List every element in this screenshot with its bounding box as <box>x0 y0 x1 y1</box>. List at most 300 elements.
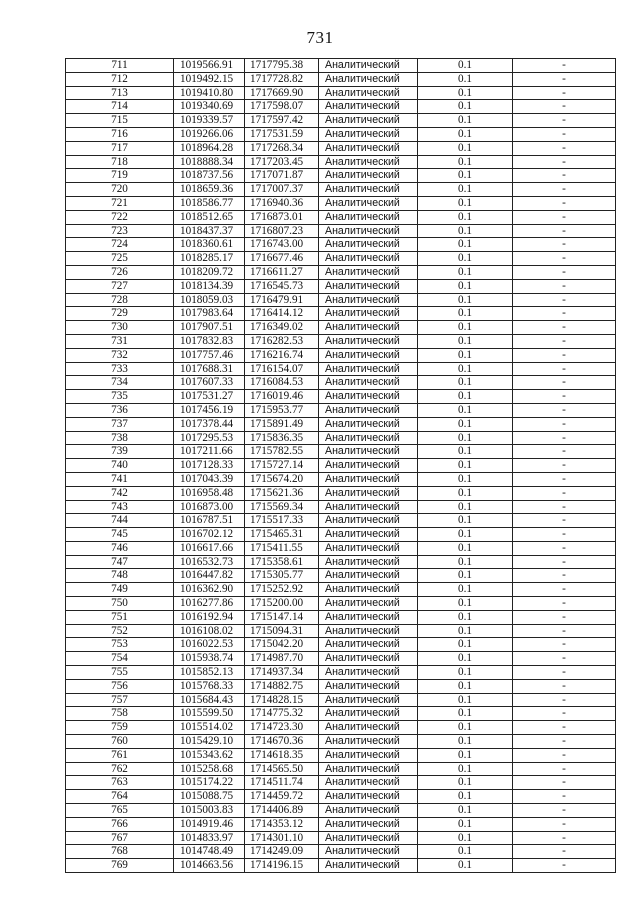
note-cell: - <box>513 127 616 141</box>
method-cell: Аналитический <box>319 72 418 86</box>
point-number-cell: 720 <box>66 183 174 197</box>
note-cell: - <box>513 679 616 693</box>
x-coordinate-cell: 1016702.12 <box>174 528 245 542</box>
method-cell: Аналитический <box>319 528 418 542</box>
x-coordinate-cell: 1015174.22 <box>174 776 245 790</box>
y-coordinate-cell: 1715953.77 <box>245 403 319 417</box>
table-row <box>66 514 616 528</box>
error-cell: 0.1 <box>418 693 513 707</box>
point-number-cell: 742 <box>66 486 174 500</box>
point-number-cell: 726 <box>66 265 174 279</box>
x-coordinate-cell: 1016873.00 <box>174 500 245 514</box>
x-coordinate-cell: 1018209.72 <box>174 265 245 279</box>
x-coordinate-cell: 1016447.82 <box>174 569 245 583</box>
error-cell: 0.1 <box>418 845 513 859</box>
point-number-cell: 724 <box>66 238 174 252</box>
method-cell: Аналитический <box>319 293 418 307</box>
method-cell: Аналитический <box>319 652 418 666</box>
note-cell: - <box>513 583 616 597</box>
method-cell: Аналитический <box>319 500 418 514</box>
point-number-cell: 763 <box>66 776 174 790</box>
table-row <box>66 707 616 721</box>
point-number-cell: 735 <box>66 390 174 404</box>
error-cell: 0.1 <box>418 238 513 252</box>
table-row <box>66 390 616 404</box>
x-coordinate-cell: 1018512.65 <box>174 210 245 224</box>
x-coordinate-cell: 1015768.33 <box>174 679 245 693</box>
note-cell: - <box>513 252 616 266</box>
y-coordinate-cell: 1714249.09 <box>245 845 319 859</box>
error-cell: 0.1 <box>418 293 513 307</box>
x-coordinate-cell: 1019266.06 <box>174 127 245 141</box>
y-coordinate-cell: 1714937.34 <box>245 666 319 680</box>
table-row <box>66 804 616 818</box>
note-cell: - <box>513 183 616 197</box>
table-row <box>66 610 616 624</box>
error-cell: 0.1 <box>418 224 513 238</box>
method-cell: Аналитический <box>319 252 418 266</box>
point-number-cell: 752 <box>66 624 174 638</box>
table-row <box>66 403 616 417</box>
x-coordinate-cell: 1015343.62 <box>174 748 245 762</box>
x-coordinate-cell: 1017607.33 <box>174 376 245 390</box>
note-cell: - <box>513 638 616 652</box>
error-cell: 0.1 <box>418 210 513 224</box>
method-cell: Аналитический <box>319 748 418 762</box>
y-coordinate-cell: 1717268.34 <box>245 141 319 155</box>
y-coordinate-cell: 1715042.20 <box>245 638 319 652</box>
method-cell: Аналитический <box>319 307 418 321</box>
y-coordinate-cell: 1717669.90 <box>245 86 319 100</box>
method-cell: Аналитический <box>319 610 418 624</box>
y-coordinate-cell: 1715252.92 <box>245 583 319 597</box>
point-number-cell: 748 <box>66 569 174 583</box>
point-number-cell: 725 <box>66 252 174 266</box>
error-cell: 0.1 <box>418 707 513 721</box>
error-cell: 0.1 <box>418 431 513 445</box>
note-cell: - <box>513 196 616 210</box>
method-cell: Аналитический <box>319 59 418 73</box>
y-coordinate-cell: 1715621.36 <box>245 486 319 500</box>
note-cell: - <box>513 279 616 293</box>
point-number-cell: 756 <box>66 679 174 693</box>
error-cell: 0.1 <box>418 817 513 831</box>
x-coordinate-cell: 1016277.86 <box>174 597 245 611</box>
y-coordinate-cell: 1716154.07 <box>245 362 319 376</box>
method-cell: Аналитический <box>319 555 418 569</box>
y-coordinate-cell: 1717071.87 <box>245 169 319 183</box>
x-coordinate-cell: 1017907.51 <box>174 321 245 335</box>
note-cell: - <box>513 528 616 542</box>
point-number-cell: 713 <box>66 86 174 100</box>
table-row <box>66 666 616 680</box>
note-cell: - <box>513 804 616 818</box>
note-cell: - <box>513 652 616 666</box>
method-cell: Аналитический <box>319 762 418 776</box>
point-number-cell: 715 <box>66 114 174 128</box>
y-coordinate-cell: 1714723.30 <box>245 721 319 735</box>
method-cell: Аналитический <box>319 417 418 431</box>
table-row <box>66 638 616 652</box>
table-row <box>66 528 616 542</box>
note-cell: - <box>513 238 616 252</box>
error-cell: 0.1 <box>418 59 513 73</box>
y-coordinate-cell: 1715147.14 <box>245 610 319 624</box>
point-number-cell: 739 <box>66 445 174 459</box>
table-row <box>66 141 616 155</box>
x-coordinate-cell: 1014748.49 <box>174 845 245 859</box>
table-row <box>66 776 616 790</box>
y-coordinate-cell: 1715094.31 <box>245 624 319 638</box>
method-cell: Аналитический <box>319 859 418 873</box>
note-cell: - <box>513 390 616 404</box>
note-cell: - <box>513 831 616 845</box>
table-row <box>66 831 616 845</box>
x-coordinate-cell: 1019566.91 <box>174 59 245 73</box>
method-cell: Аналитический <box>319 334 418 348</box>
error-cell: 0.1 <box>418 307 513 321</box>
method-cell: Аналитический <box>319 445 418 459</box>
table-row <box>66 210 616 224</box>
error-cell: 0.1 <box>418 376 513 390</box>
method-cell: Аналитический <box>319 238 418 252</box>
point-number-cell: 750 <box>66 597 174 611</box>
error-cell: 0.1 <box>418 859 513 873</box>
y-coordinate-cell: 1715200.00 <box>245 597 319 611</box>
table-row <box>66 817 616 831</box>
method-cell: Аналитический <box>319 348 418 362</box>
table-row <box>66 790 616 804</box>
table-row <box>66 472 616 486</box>
error-cell: 0.1 <box>418 679 513 693</box>
error-cell: 0.1 <box>418 610 513 624</box>
note-cell: - <box>513 555 616 569</box>
y-coordinate-cell: 1714775.32 <box>245 707 319 721</box>
y-coordinate-cell: 1715411.55 <box>245 541 319 555</box>
y-coordinate-cell: 1714196.15 <box>245 859 319 873</box>
point-number-cell: 747 <box>66 555 174 569</box>
method-cell: Аналитический <box>319 155 418 169</box>
x-coordinate-cell: 1016362.90 <box>174 583 245 597</box>
x-coordinate-cell: 1018059.03 <box>174 293 245 307</box>
error-cell: 0.1 <box>418 155 513 169</box>
table-row <box>66 321 616 335</box>
table-row <box>66 169 616 183</box>
point-number-cell: 758 <box>66 707 174 721</box>
method-cell: Аналитический <box>319 790 418 804</box>
method-cell: Аналитический <box>319 265 418 279</box>
coordinates-table <box>65 58 616 873</box>
error-cell: 0.1 <box>418 417 513 431</box>
y-coordinate-cell: 1714987.70 <box>245 652 319 666</box>
x-coordinate-cell: 1018964.28 <box>174 141 245 155</box>
error-cell: 0.1 <box>418 334 513 348</box>
table-body <box>66 59 616 873</box>
error-cell: 0.1 <box>418 445 513 459</box>
table-row <box>66 252 616 266</box>
table-row <box>66 238 616 252</box>
error-cell: 0.1 <box>418 776 513 790</box>
point-number-cell: 736 <box>66 403 174 417</box>
point-number-cell: 766 <box>66 817 174 831</box>
y-coordinate-cell: 1717203.45 <box>245 155 319 169</box>
table-row <box>66 293 616 307</box>
point-number-cell: 741 <box>66 472 174 486</box>
table-row <box>66 155 616 169</box>
x-coordinate-cell: 1017688.31 <box>174 362 245 376</box>
point-number-cell: 719 <box>66 169 174 183</box>
method-cell: Аналитический <box>319 183 418 197</box>
note-cell: - <box>513 59 616 73</box>
note-cell: - <box>513 210 616 224</box>
note-cell: - <box>513 348 616 362</box>
table-row <box>66 59 616 73</box>
x-coordinate-cell: 1016958.48 <box>174 486 245 500</box>
point-number-cell: 733 <box>66 362 174 376</box>
table-row <box>66 597 616 611</box>
error-cell: 0.1 <box>418 528 513 542</box>
y-coordinate-cell: 1716807.23 <box>245 224 319 238</box>
table-row <box>66 348 616 362</box>
y-coordinate-cell: 1716349.02 <box>245 321 319 335</box>
method-cell: Аналитический <box>319 831 418 845</box>
note-cell: - <box>513 569 616 583</box>
point-number-cell: 718 <box>66 155 174 169</box>
error-cell: 0.1 <box>418 583 513 597</box>
error-cell: 0.1 <box>418 169 513 183</box>
table-row <box>66 183 616 197</box>
method-cell: Аналитический <box>319 817 418 831</box>
y-coordinate-cell: 1717728.82 <box>245 72 319 86</box>
note-cell: - <box>513 86 616 100</box>
method-cell: Аналитический <box>319 141 418 155</box>
note-cell: - <box>513 514 616 528</box>
method-cell: Аналитический <box>319 845 418 859</box>
x-coordinate-cell: 1018285.17 <box>174 252 245 266</box>
table-row <box>66 334 616 348</box>
table-row <box>66 376 616 390</box>
note-cell: - <box>513 859 616 873</box>
error-cell: 0.1 <box>418 127 513 141</box>
method-cell: Аналитический <box>319 196 418 210</box>
x-coordinate-cell: 1017211.66 <box>174 445 245 459</box>
error-cell: 0.1 <box>418 666 513 680</box>
table-row <box>66 265 616 279</box>
point-number-cell: 761 <box>66 748 174 762</box>
x-coordinate-cell: 1017295.53 <box>174 431 245 445</box>
table-row <box>66 583 616 597</box>
note-cell: - <box>513 707 616 721</box>
y-coordinate-cell: 1717007.37 <box>245 183 319 197</box>
x-coordinate-cell: 1018437.37 <box>174 224 245 238</box>
point-number-cell: 757 <box>66 693 174 707</box>
error-cell: 0.1 <box>418 831 513 845</box>
point-number-cell: 743 <box>66 500 174 514</box>
table-row <box>66 196 616 210</box>
error-cell: 0.1 <box>418 279 513 293</box>
y-coordinate-cell: 1715358.61 <box>245 555 319 569</box>
y-coordinate-cell: 1716545.73 <box>245 279 319 293</box>
method-cell: Аналитический <box>319 486 418 500</box>
table-row <box>66 86 616 100</box>
error-cell: 0.1 <box>418 348 513 362</box>
error-cell: 0.1 <box>418 390 513 404</box>
table-row <box>66 100 616 114</box>
note-cell: - <box>513 776 616 790</box>
note-cell: - <box>513 431 616 445</box>
y-coordinate-cell: 1716479.91 <box>245 293 319 307</box>
x-coordinate-cell: 1017757.46 <box>174 348 245 362</box>
note-cell: - <box>513 155 616 169</box>
note-cell: - <box>513 169 616 183</box>
note-cell: - <box>513 114 616 128</box>
table-row <box>66 679 616 693</box>
y-coordinate-cell: 1716940.36 <box>245 196 319 210</box>
point-number-cell: 729 <box>66 307 174 321</box>
point-number-cell: 767 <box>66 831 174 845</box>
method-cell: Аналитический <box>319 279 418 293</box>
table-row <box>66 748 616 762</box>
error-cell: 0.1 <box>418 624 513 638</box>
y-coordinate-cell: 1717597.42 <box>245 114 319 128</box>
method-cell: Аналитический <box>319 472 418 486</box>
table-row <box>66 486 616 500</box>
y-coordinate-cell: 1714882.75 <box>245 679 319 693</box>
error-cell: 0.1 <box>418 362 513 376</box>
x-coordinate-cell: 1015938.74 <box>174 652 245 666</box>
note-cell: - <box>513 403 616 417</box>
point-number-cell: 727 <box>66 279 174 293</box>
x-coordinate-cell: 1018586.77 <box>174 196 245 210</box>
note-cell: - <box>513 445 616 459</box>
note-cell: - <box>513 817 616 831</box>
note-cell: - <box>513 748 616 762</box>
y-coordinate-cell: 1714353.12 <box>245 817 319 831</box>
table-row <box>66 224 616 238</box>
table-row <box>66 735 616 749</box>
x-coordinate-cell: 1017456.19 <box>174 403 245 417</box>
note-cell: - <box>513 362 616 376</box>
point-number-cell: 744 <box>66 514 174 528</box>
x-coordinate-cell: 1016787.51 <box>174 514 245 528</box>
point-number-cell: 722 <box>66 210 174 224</box>
x-coordinate-cell: 1017531.27 <box>174 390 245 404</box>
table-row <box>66 307 616 321</box>
x-coordinate-cell: 1015514.02 <box>174 721 245 735</box>
table-row <box>66 569 616 583</box>
y-coordinate-cell: 1716873.01 <box>245 210 319 224</box>
x-coordinate-cell: 1016532.73 <box>174 555 245 569</box>
y-coordinate-cell: 1714670.36 <box>245 735 319 749</box>
table-row <box>66 762 616 776</box>
point-number-cell: 762 <box>66 762 174 776</box>
method-cell: Аналитический <box>319 224 418 238</box>
error-cell: 0.1 <box>418 86 513 100</box>
method-cell: Аналитический <box>319 541 418 555</box>
error-cell: 0.1 <box>418 735 513 749</box>
error-cell: 0.1 <box>418 514 513 528</box>
table-row <box>66 555 616 569</box>
x-coordinate-cell: 1018360.61 <box>174 238 245 252</box>
x-coordinate-cell: 1017983.64 <box>174 307 245 321</box>
method-cell: Аналитический <box>319 693 418 707</box>
x-coordinate-cell: 1016108.02 <box>174 624 245 638</box>
x-coordinate-cell: 1019340.69 <box>174 100 245 114</box>
point-number-cell: 728 <box>66 293 174 307</box>
y-coordinate-cell: 1714511.74 <box>245 776 319 790</box>
method-cell: Аналитический <box>319 666 418 680</box>
error-cell: 0.1 <box>418 459 513 473</box>
y-coordinate-cell: 1715517.33 <box>245 514 319 528</box>
x-coordinate-cell: 1017043.39 <box>174 472 245 486</box>
y-coordinate-cell: 1714301.10 <box>245 831 319 845</box>
error-cell: 0.1 <box>418 403 513 417</box>
y-coordinate-cell: 1716084.53 <box>245 376 319 390</box>
error-cell: 0.1 <box>418 321 513 335</box>
note-cell: - <box>513 293 616 307</box>
method-cell: Аналитический <box>319 804 418 818</box>
y-coordinate-cell: 1716743.00 <box>245 238 319 252</box>
x-coordinate-cell: 1015258.68 <box>174 762 245 776</box>
y-coordinate-cell: 1716611.27 <box>245 265 319 279</box>
x-coordinate-cell: 1019492.15 <box>174 72 245 86</box>
x-coordinate-cell: 1017832.83 <box>174 334 245 348</box>
x-coordinate-cell: 1015003.83 <box>174 804 245 818</box>
y-coordinate-cell: 1715305.77 <box>245 569 319 583</box>
point-number-cell: 760 <box>66 735 174 749</box>
x-coordinate-cell: 1014919.46 <box>174 817 245 831</box>
method-cell: Аналитический <box>319 403 418 417</box>
x-coordinate-cell: 1018888.34 <box>174 155 245 169</box>
y-coordinate-cell: 1714828.15 <box>245 693 319 707</box>
error-cell: 0.1 <box>418 252 513 266</box>
table-row <box>66 72 616 86</box>
method-cell: Аналитический <box>319 114 418 128</box>
x-coordinate-cell: 1015599.50 <box>174 707 245 721</box>
y-coordinate-cell: 1715727.14 <box>245 459 319 473</box>
point-number-cell: 764 <box>66 790 174 804</box>
y-coordinate-cell: 1715674.20 <box>245 472 319 486</box>
error-cell: 0.1 <box>418 100 513 114</box>
error-cell: 0.1 <box>418 652 513 666</box>
error-cell: 0.1 <box>418 790 513 804</box>
x-coordinate-cell: 1018659.36 <box>174 183 245 197</box>
error-cell: 0.1 <box>418 472 513 486</box>
y-coordinate-cell: 1716282.53 <box>245 334 319 348</box>
table-row <box>66 459 616 473</box>
x-coordinate-cell: 1014833.97 <box>174 831 245 845</box>
x-coordinate-cell: 1015684.43 <box>174 693 245 707</box>
table-row <box>66 859 616 873</box>
method-cell: Аналитический <box>319 624 418 638</box>
note-cell: - <box>513 417 616 431</box>
note-cell: - <box>513 141 616 155</box>
method-cell: Аналитический <box>319 597 418 611</box>
y-coordinate-cell: 1717531.59 <box>245 127 319 141</box>
point-number-cell: 717 <box>66 141 174 155</box>
note-cell: - <box>513 265 616 279</box>
point-number-cell: 745 <box>66 528 174 542</box>
y-coordinate-cell: 1715465.31 <box>245 528 319 542</box>
error-cell: 0.1 <box>418 114 513 128</box>
point-number-cell: 723 <box>66 224 174 238</box>
error-cell: 0.1 <box>418 555 513 569</box>
point-number-cell: 738 <box>66 431 174 445</box>
x-coordinate-cell: 1015852.13 <box>174 666 245 680</box>
method-cell: Аналитический <box>319 321 418 335</box>
method-cell: Аналитический <box>319 169 418 183</box>
y-coordinate-cell: 1714565.50 <box>245 762 319 776</box>
